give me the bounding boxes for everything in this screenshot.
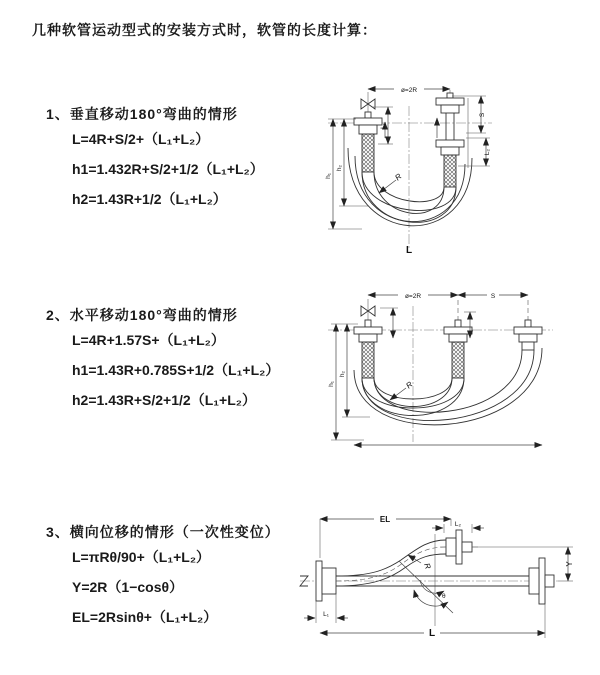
label-span: ø=2R [400,87,418,94]
left-flange [316,561,336,601]
middle-pipe-fitting [444,320,472,378]
label-L2: L₂ [454,521,462,528]
section-2 [46,305,279,415]
section-1 [46,104,264,214]
page-title: 几种软管运动型式的安装方式时，软管的长度计算： [32,22,377,38]
label-R: R [393,171,404,183]
section-3-heading: 3、横向位移的情形（一次性变位） [46,524,280,540]
section-2-heading: 2、水平移动180°弯曲的情形 [46,307,238,323]
left-pipe-fitting [354,112,382,172]
section-1-formula-L: L=4R+S/2+（L₁+L₂） [72,131,210,147]
braided-hose-section [444,155,456,187]
movement-arrows-up [385,118,437,138]
section-3 [46,522,280,632]
braided-hose-section [452,342,464,378]
right-pipe-fitting [514,320,542,350]
section-3-formula-EL: EL=2Rsinθ+（L₁+L₂） [72,609,218,625]
label-L1: L₁ [380,123,387,129]
section-2-formula-h2: h2=1.43R+S/2+1/2（L₁+L₂） [72,392,256,408]
angle-theta [414,580,448,606]
label-R: R [404,379,415,391]
label-Y: Y [565,561,574,567]
label-L1: L₁ [323,611,329,618]
label-S: S [479,112,486,118]
label-EL: EL [379,515,391,524]
section-2-formula-L: L=4R+1.57S+（L₁+L₂） [72,332,225,348]
section-3-formula-Y: Y=2R（1−cosθ） [72,579,184,595]
label-L: L [405,245,413,256]
diagram-horizontal-move-180-bend [298,282,578,452]
radius-callout [379,172,404,193]
label-h1: h₁ [328,381,335,387]
label-h1: h₁ [325,173,332,179]
upper-right-flange [446,530,472,564]
dimension-span-2R [368,84,450,94]
label-R: R [422,561,433,571]
dimension-span-2R [368,290,458,300]
section-1-heading: 1、垂直移动180°弯曲的情形 [46,106,238,122]
section-1-formula-h2: h2=1.43R+1/2（L₁+L₂） [72,191,227,207]
dimension-L [320,604,545,639]
dimension-L1 [304,594,348,623]
section-1-formula-h1: h1=1.432R+S/2+1/2（L₁+L₂） [72,161,264,177]
diagram-vertical-move-180-bend [300,76,560,256]
label-L2: L₂ [484,148,491,156]
braided-hose-section [362,342,374,378]
hose-u-bend-arcs [354,348,542,425]
label-h2: h₂ [339,370,346,378]
section-2-formula-h1: h1=1.43R+0.785S+1/2（L₁+L₂） [72,362,280,378]
label-S: S [490,293,496,300]
radius-callout [390,380,415,400]
lower-right-flange [529,558,554,604]
label-span: ø=2R [404,293,422,300]
left-pipe-fitting [354,320,382,378]
diagram-lateral-displacement [296,506,588,646]
dimension-EL [320,513,451,558]
label-L: L [428,628,436,639]
label-h2: h₂ [336,164,343,172]
section-3-formula-L: L=πRθ/90+（L₁+L₂） [72,549,211,565]
braided-hose-section [362,134,374,172]
right-pipe-fitting [436,93,464,187]
dimension-S [458,290,528,300]
label-theta: θ [442,593,446,600]
